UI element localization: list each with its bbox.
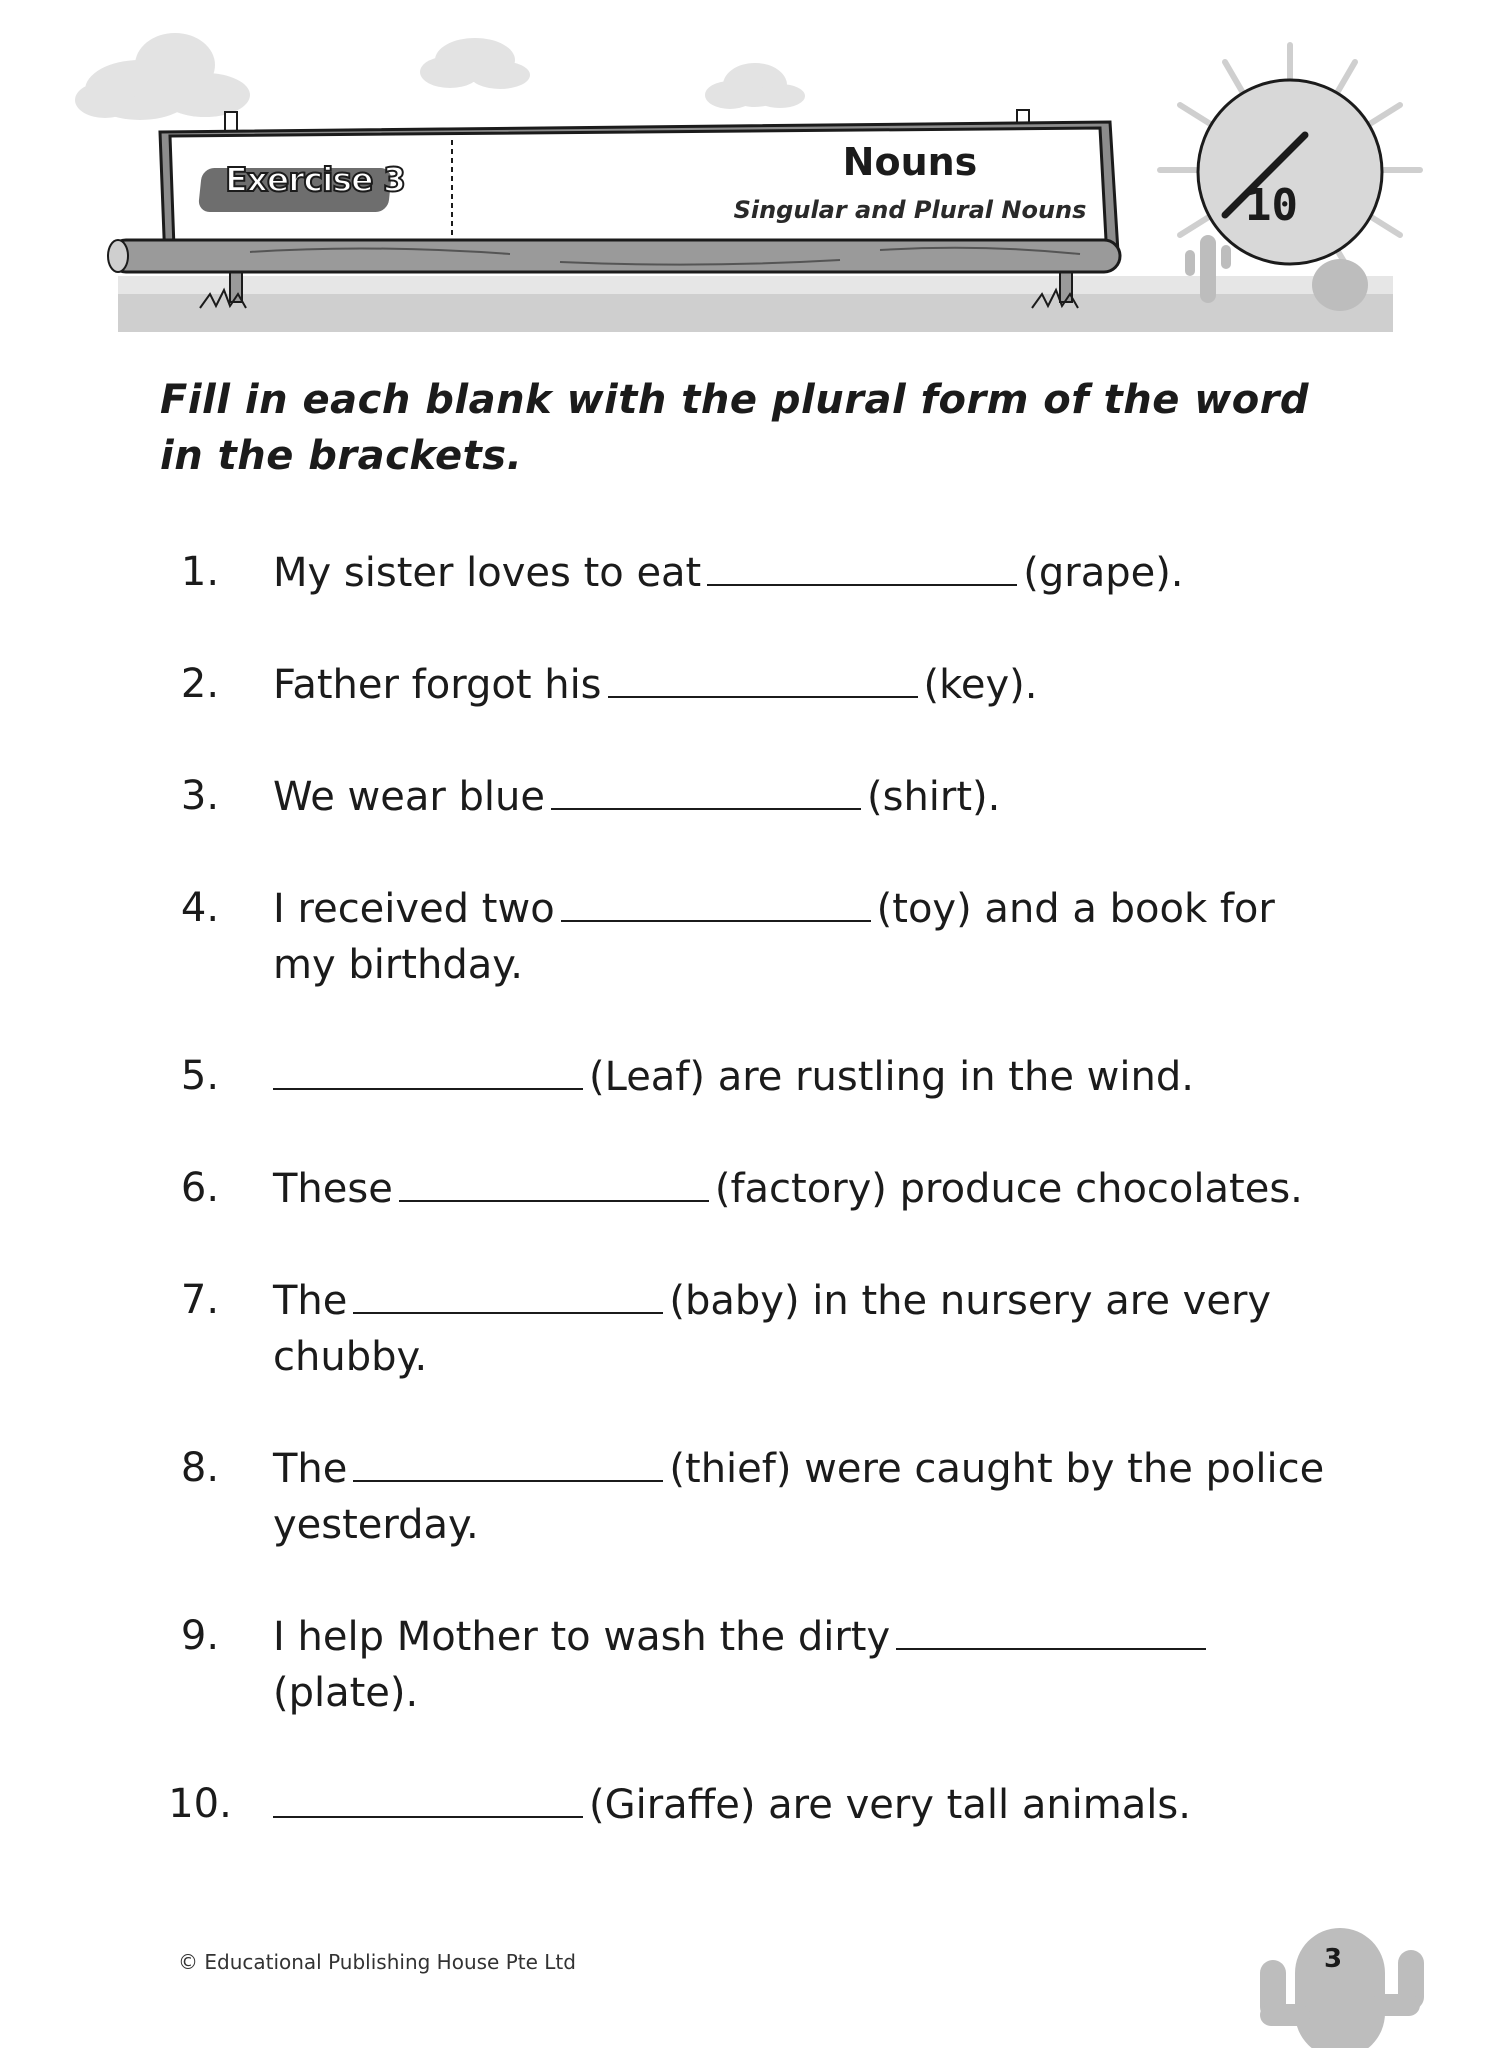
question-text-before: The [273, 1278, 348, 1324]
question-text-after: (Giraffe) are very tall animals. [589, 1782, 1191, 1828]
answer-blank[interactable] [353, 1440, 663, 1482]
question-number: 1. [180, 549, 220, 595]
question-text-before: I received two [273, 886, 555, 932]
answer-blank[interactable] [896, 1608, 1206, 1650]
question-text-continuation: my birthday. [273, 942, 523, 988]
question-number: 9. [180, 1613, 220, 1659]
page-number: 3 [1323, 1944, 1343, 1974]
question-text-after: (toy) and a book for [876, 886, 1275, 932]
question-text-continuation: chubby. [273, 1334, 428, 1380]
copyright-notice: © Educational Publishing House Pte Ltd [178, 1950, 576, 1974]
question-text-after: (key). [923, 662, 1038, 708]
question-number: 3. [180, 773, 220, 819]
question-text-after: (grape). [1023, 550, 1184, 596]
answer-blank[interactable] [561, 880, 871, 922]
answer-blank[interactable] [551, 768, 861, 810]
question-number: 6. [180, 1165, 220, 1211]
question-number: 8. [180, 1445, 220, 1491]
answer-blank[interactable] [707, 544, 1017, 586]
question-text-after: (baby) in the nursery are very [669, 1278, 1272, 1324]
question-text-after: (shirt). [867, 774, 1001, 820]
page-subtitle: Singular and Plural Nouns [733, 196, 1087, 224]
question-text-continuation: yesterday. [273, 1502, 479, 1548]
answer-blank[interactable] [399, 1160, 709, 1202]
page-title: Nouns [842, 140, 978, 184]
question-number: 4. [180, 885, 220, 931]
question-number: 2. [180, 661, 220, 707]
score-total: 10 [1245, 180, 1298, 231]
exercise-label: Exercise 3 [225, 160, 405, 199]
question-number: 5. [180, 1053, 220, 1099]
question-text-after: (thief) were caught by the police [669, 1446, 1325, 1492]
question-number: 7. [180, 1277, 220, 1323]
cloud-icon [75, 33, 250, 120]
question-text-before: The [273, 1446, 348, 1492]
question-text-continuation: (plate). [273, 1670, 419, 1716]
instructions: Fill in each blank with the plural form of the word in the brackets. [160, 377, 1310, 479]
question-text-before: We wear blue [273, 774, 545, 820]
answer-blank[interactable] [353, 1272, 663, 1314]
question-number: 10. [168, 1781, 232, 1827]
answer-blank[interactable] [273, 1048, 583, 1090]
question-text-before: My sister loves to eat [273, 550, 702, 596]
answer-blank[interactable] [273, 1776, 583, 1818]
answer-blank[interactable] [608, 656, 918, 698]
question-text-before: These [273, 1166, 393, 1212]
question-text-before: Father forgot his [273, 662, 602, 708]
question-text-after: (factory) produce chocolates. [714, 1166, 1303, 1212]
question-text-after: (Leaf) are rustling in the wind. [589, 1054, 1194, 1100]
cactus-icon [1240, 1920, 1440, 2048]
question-text-before: I help Mother to wash the dirty [273, 1614, 891, 1660]
